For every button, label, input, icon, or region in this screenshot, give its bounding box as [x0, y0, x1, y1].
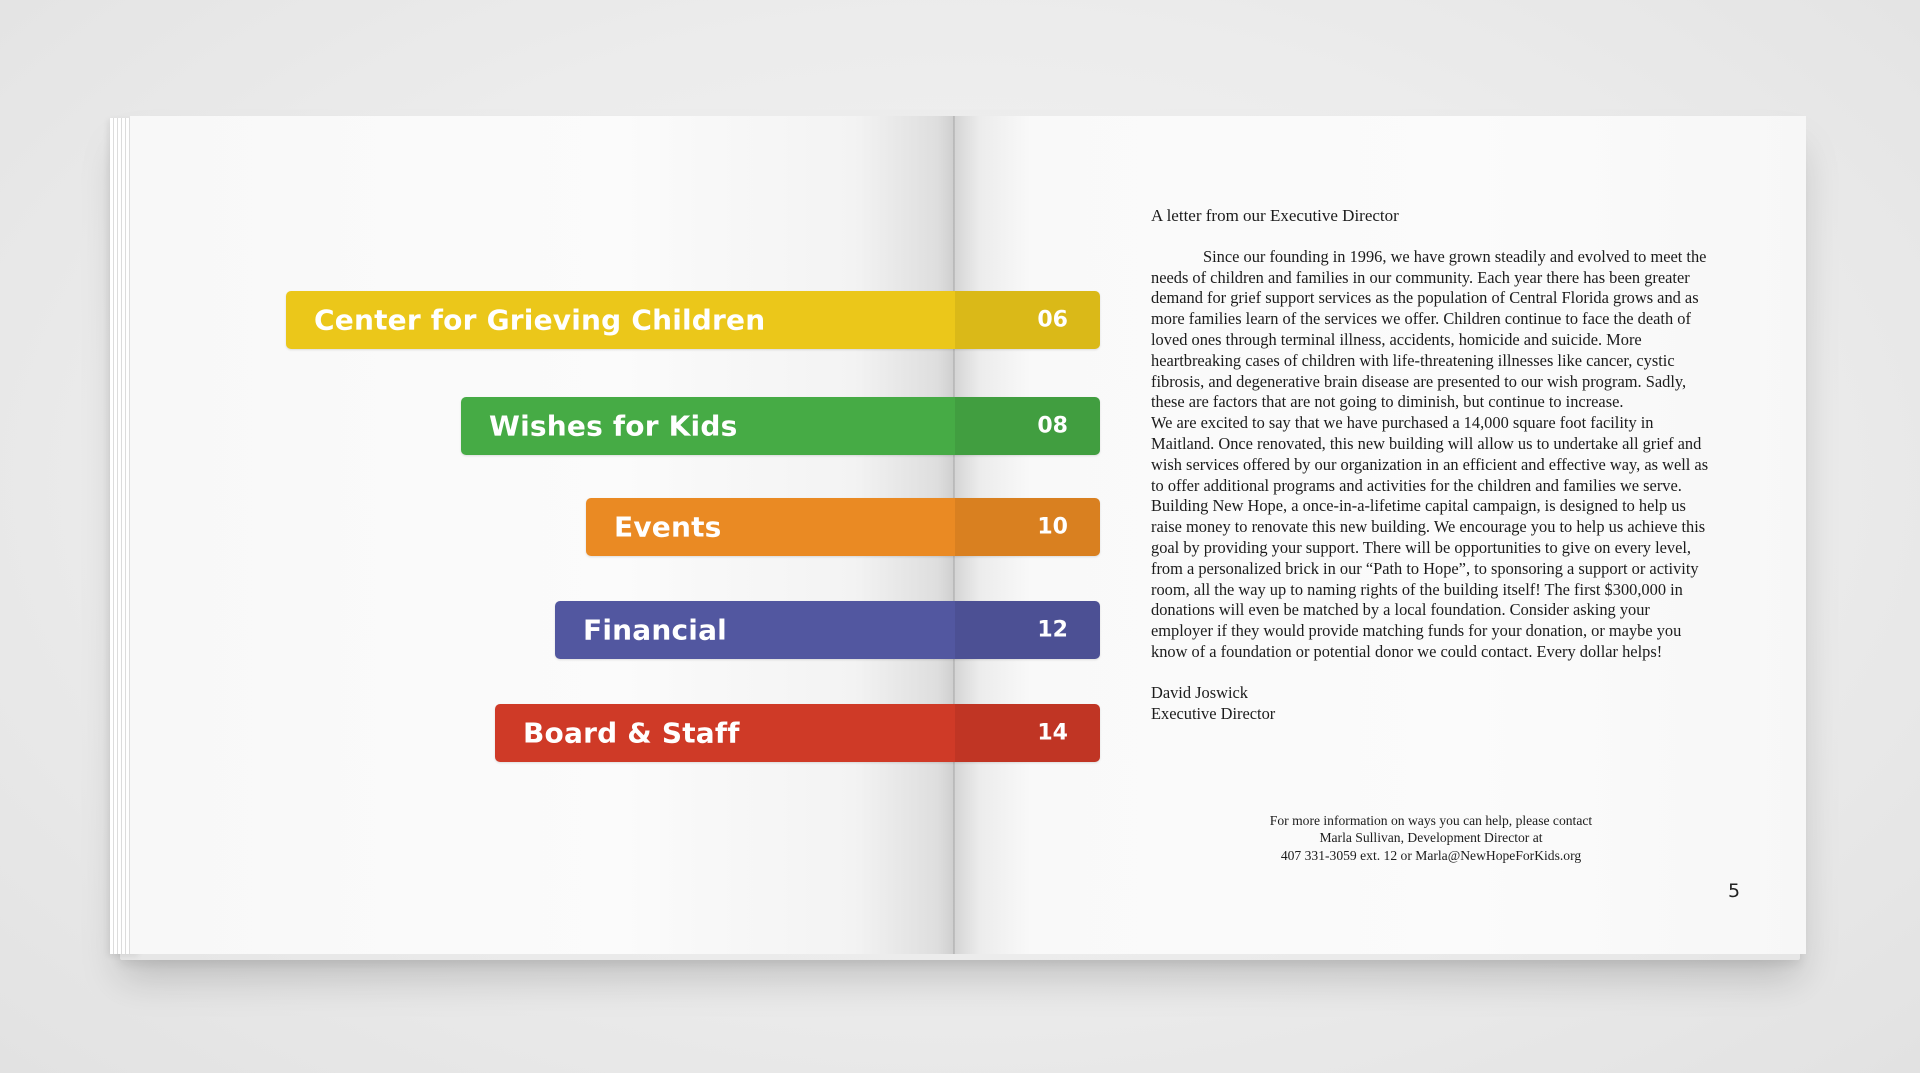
letter-paragraph: We are excited to say that we have purchased a 14,000 square foot facility in Maitland. Once renovated, this new building will allow us to undertake all grief and wish services offered by our organization in an efficient and effective way, as well as to offer additional programs and activities for the children and families we serve. — [1151, 413, 1709, 495]
contact-info — [1151, 812, 1711, 864]
toc-bar — [286, 291, 1100, 349]
toc-item-board-and-staff[interactable] — [130, 704, 1100, 762]
toc-label: Wishes for Kids — [489, 409, 738, 443]
toc-page-zone — [955, 291, 1100, 349]
toc-label: Events — [614, 510, 722, 544]
toc-item-events[interactable] — [130, 498, 1100, 556]
toc-page-zone — [955, 704, 1100, 762]
toc-page-number: 14 — [1037, 720, 1068, 746]
toc-bar — [555, 601, 1100, 659]
director-letter — [1151, 206, 1711, 724]
letter-paragraph: Building New Hope, a once-in-a-lifetime capital campaign, is designed to help us raise money to renovate this new building. We encourage you to help us achieve this goal by providing your support. There will be opportunities to give on every level, from a personalized brick in our “Path to Hope”, to sponsoring a support or activity room, all the way up to naming rights of the building itself! The first $300,000 in donations will even be matched by a local foundation. Consider asking your employer if they would provide matching funds for your donation, or maybe you know of a foundation or potential donor we could contact. Every dollar helps! — [1151, 496, 1706, 661]
toc-item-center-for-grieving-children[interactable] — [130, 291, 1100, 349]
toc-page-number: 08 — [1037, 413, 1068, 439]
toc-page-number: 06 — [1037, 307, 1068, 333]
toc-bar — [495, 704, 1100, 762]
signer-title: Executive Director — [1151, 703, 1276, 723]
toc-label: Financial — [583, 613, 727, 647]
toc-page-zone — [955, 601, 1100, 659]
letter-signoff — [1151, 683, 1711, 725]
toc-label: Board & Staff — [523, 716, 740, 750]
toc-item-financial[interactable] — [130, 601, 1100, 659]
contact-line: Marla Sullivan, Development Director at — [1319, 830, 1543, 846]
toc-item-wishes-for-kids[interactable] — [130, 397, 1100, 455]
toc-label: Center for Grieving Children — [314, 303, 766, 337]
letter-title: A letter from our Executive Director — [1151, 206, 1399, 225]
toc-page-number: 10 — [1037, 514, 1068, 540]
page-number: 5 — [1728, 880, 1741, 902]
toc-page-number: 12 — [1037, 617, 1068, 643]
contact-line: For more information on ways you can help, please contact — [1269, 813, 1593, 828]
toc-bar — [586, 498, 1100, 556]
contact-line: 407 331-3059 ext. 12 or Marla@NewHopeForKids.org — [1280, 847, 1582, 863]
toc-page-zone — [955, 498, 1100, 556]
signer-name: David Joswick — [1151, 682, 1248, 702]
toc-page-zone — [955, 397, 1100, 455]
toc-bar — [461, 397, 1100, 455]
letter-paragraph: Since our founding in 1996, we have grown steadily and evolved to meet the needs of children and families in our community. Each year there has been greater demand for grief support services as the population of Central Florida grows and as more families learn of the services we offer. Children continue to face the death of loved ones through terminal illness, accidents, homicide and suicide. More heartbreaking cases of children with life-threatening illnesses like cancer, cystic fibrosis, and degenerative brain disease are presented to our wish program. Sadly, these are factors that are not going to diminish, but continue to increase. — [1151, 246, 1707, 412]
